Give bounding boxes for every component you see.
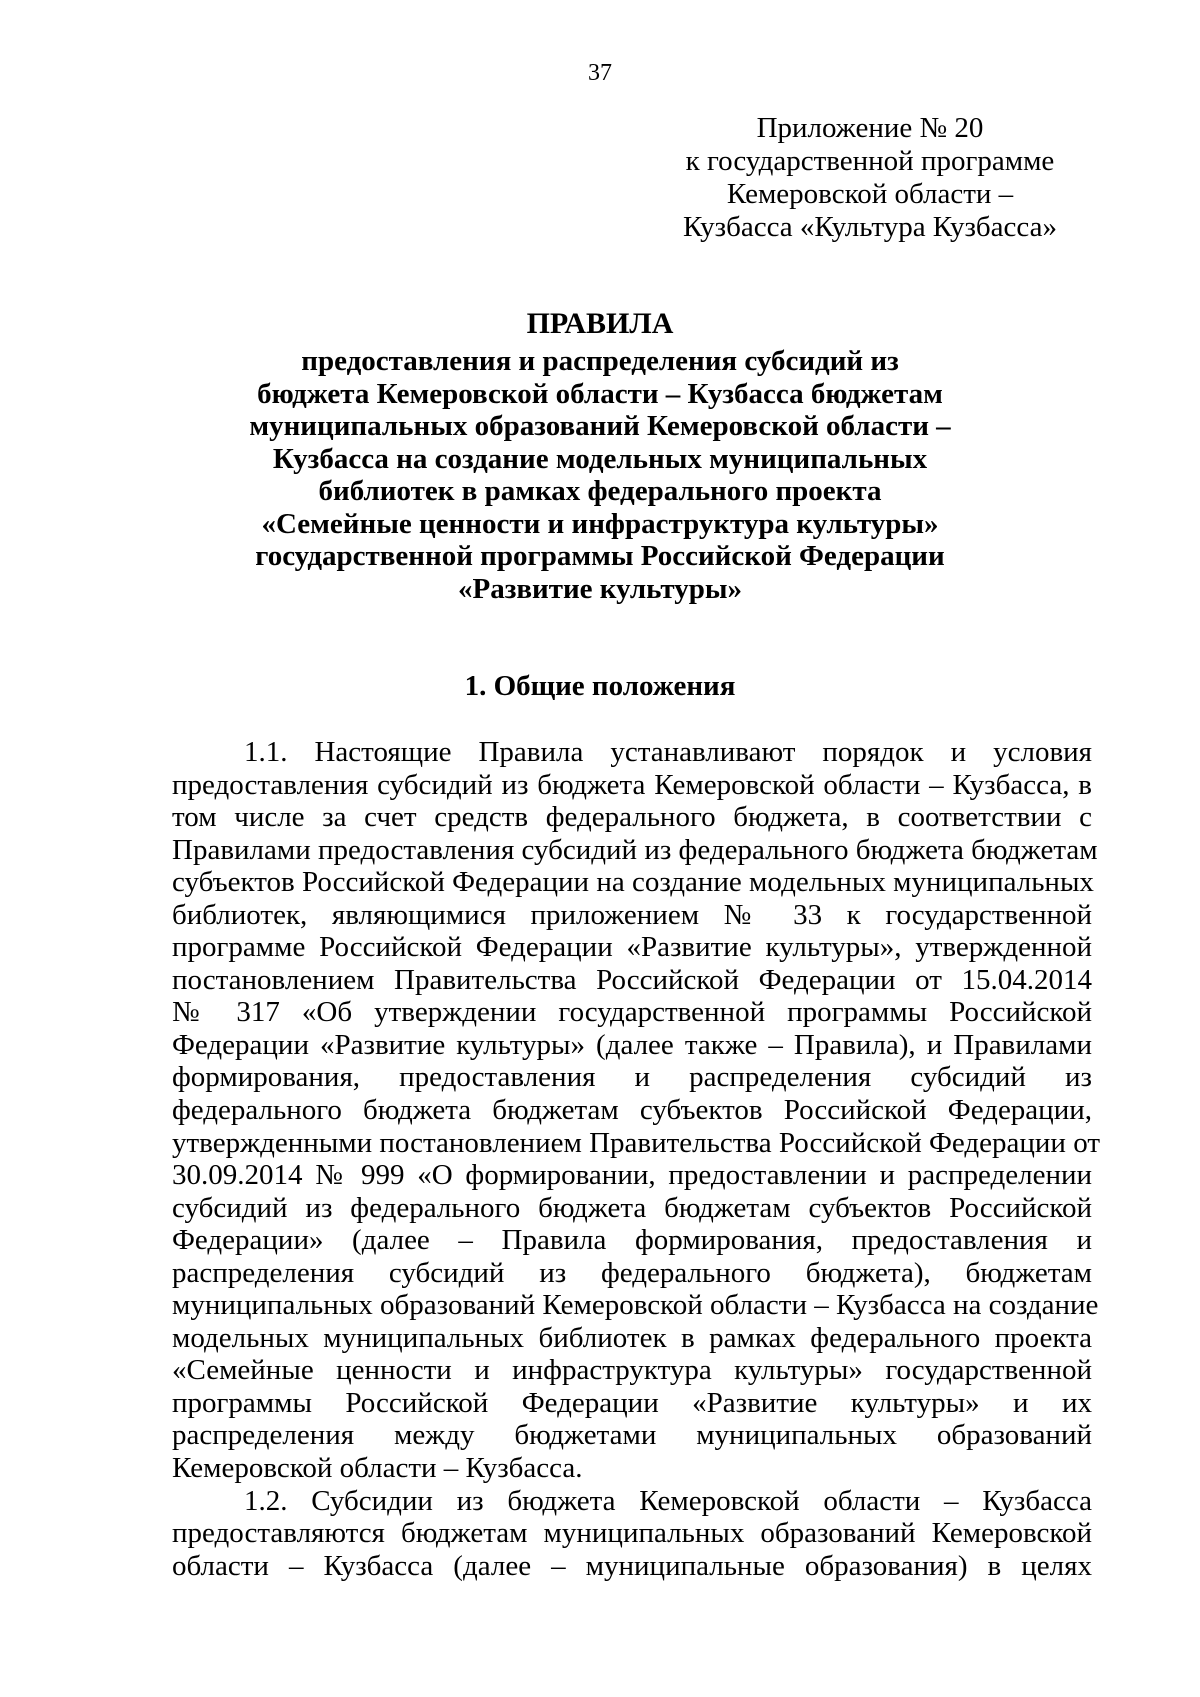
text-line: Федерации» (далее – Правила формирования, предоставления и: [172, 1224, 1092, 1257]
document-subtitle: [200, 345, 1000, 605]
text-line: программы Российской Федерации «Развитие культуры» и их: [172, 1386, 1092, 1419]
text-line: 1.1. Настоящие Правила устанавливают порядок и условия: [244, 736, 1092, 768]
text-line: субсидий из федерального бюджета бюджетам субъектов Российской: [172, 1191, 1092, 1224]
text-line: федерального бюджета бюджетам субъектов Российской Федерации,: [172, 1094, 1092, 1127]
text-line: библиотек, являющимися приложением № 33 к государственной: [172, 898, 1092, 931]
text-line: «Семейные ценности и инфраструктура культуры» государственной: [172, 1354, 1092, 1387]
text-line: том числе за счет средств федерального бюджета, в соответствии с: [172, 801, 1092, 834]
text-line: формирования, предоставления и распределения субсидий из: [172, 1061, 1092, 1094]
text-line: программе Российской Федерации «Развитие культуры», утвержденной: [172, 931, 1092, 964]
text-line: Федерации «Развитие культуры» (далее также – Правила), и Правилами: [172, 1028, 1092, 1061]
text-line: распределения субсидий из федерального бюджета), бюджетам: [172, 1256, 1092, 1289]
text-line: Кемеровской области – Кузбасса.: [172, 1452, 583, 1485]
subtitle-line: «Развитие культуры»: [457, 572, 743, 605]
subtitle-line: Кузбасса на создание модельных муниципальных: [272, 442, 928, 475]
subtitle-line: государственной программы Российской Федерации: [255, 540, 945, 572]
subtitle-line: библиотек в рамках федерального проекта: [318, 475, 882, 507]
document-title: ПРАВИЛА: [526, 307, 674, 340]
subtitle-line: бюджета Кемеровской области – Кузбасса бюджетам: [257, 377, 943, 410]
text-line: № 317 «Об утверждении государственной программы Российской: [172, 996, 1092, 1029]
appendix-line: Приложение № 20: [756, 112, 984, 144]
text-line: субъектов Российской Федерации на создание модельных муниципальных: [172, 866, 1094, 899]
text-line: утвержденными постановлением Правительства Российской Федерации от: [172, 1126, 1100, 1159]
appendix-line: Кузбасса «Культура Кузбасса»: [682, 211, 1058, 243]
text-line: области – Кузбасса (далее – муниципальные образования) в целях: [172, 1549, 1092, 1582]
subtitle-line: «Семейные ценности и инфраструктура культуры»: [261, 507, 939, 540]
text-line: 1.2. Субсидии из бюджета Кемеровской области – Кузбасса: [244, 1484, 1092, 1517]
text-line: предоставления субсидий из бюджета Кемеровской области – Кузбасса, в: [172, 768, 1092, 801]
page-number: 37: [588, 60, 612, 86]
text-line: 30.09.2014 № 999 «О формировании, предоставлении и распределении: [172, 1159, 1092, 1192]
appendix-line: к государственной программе: [685, 145, 1055, 177]
text-line: муниципальных образований Кемеровской области – Кузбасса на создание: [172, 1289, 1099, 1322]
text-line: распределения между бюджетами муниципальных образований: [172, 1419, 1092, 1452]
section-heading: 1. Общие положения: [464, 670, 736, 702]
subtitle-line: муниципальных образований Кемеровской области –: [249, 410, 951, 442]
text-line: постановлением Правительства Российской Федерации от 15.04.2014: [172, 963, 1092, 996]
appendix-header: [645, 112, 1095, 244]
paragraph-1-2: [172, 1485, 1092, 1583]
paragraph-1-1: [172, 736, 1100, 1485]
subtitle-line: предоставления и распределения субсидий из: [301, 345, 899, 377]
appendix-line: Кемеровской области –: [726, 178, 1014, 210]
text-line: Правилами предоставления субсидий из федерального бюджета бюджетам: [172, 833, 1098, 866]
text-line: предоставляются бюджетам муниципальных образований Кемеровской: [172, 1517, 1092, 1550]
text-line: модельных муниципальных библиотек в рамках федерального проекта: [172, 1321, 1092, 1354]
section-body: [172, 736, 1100, 1582]
